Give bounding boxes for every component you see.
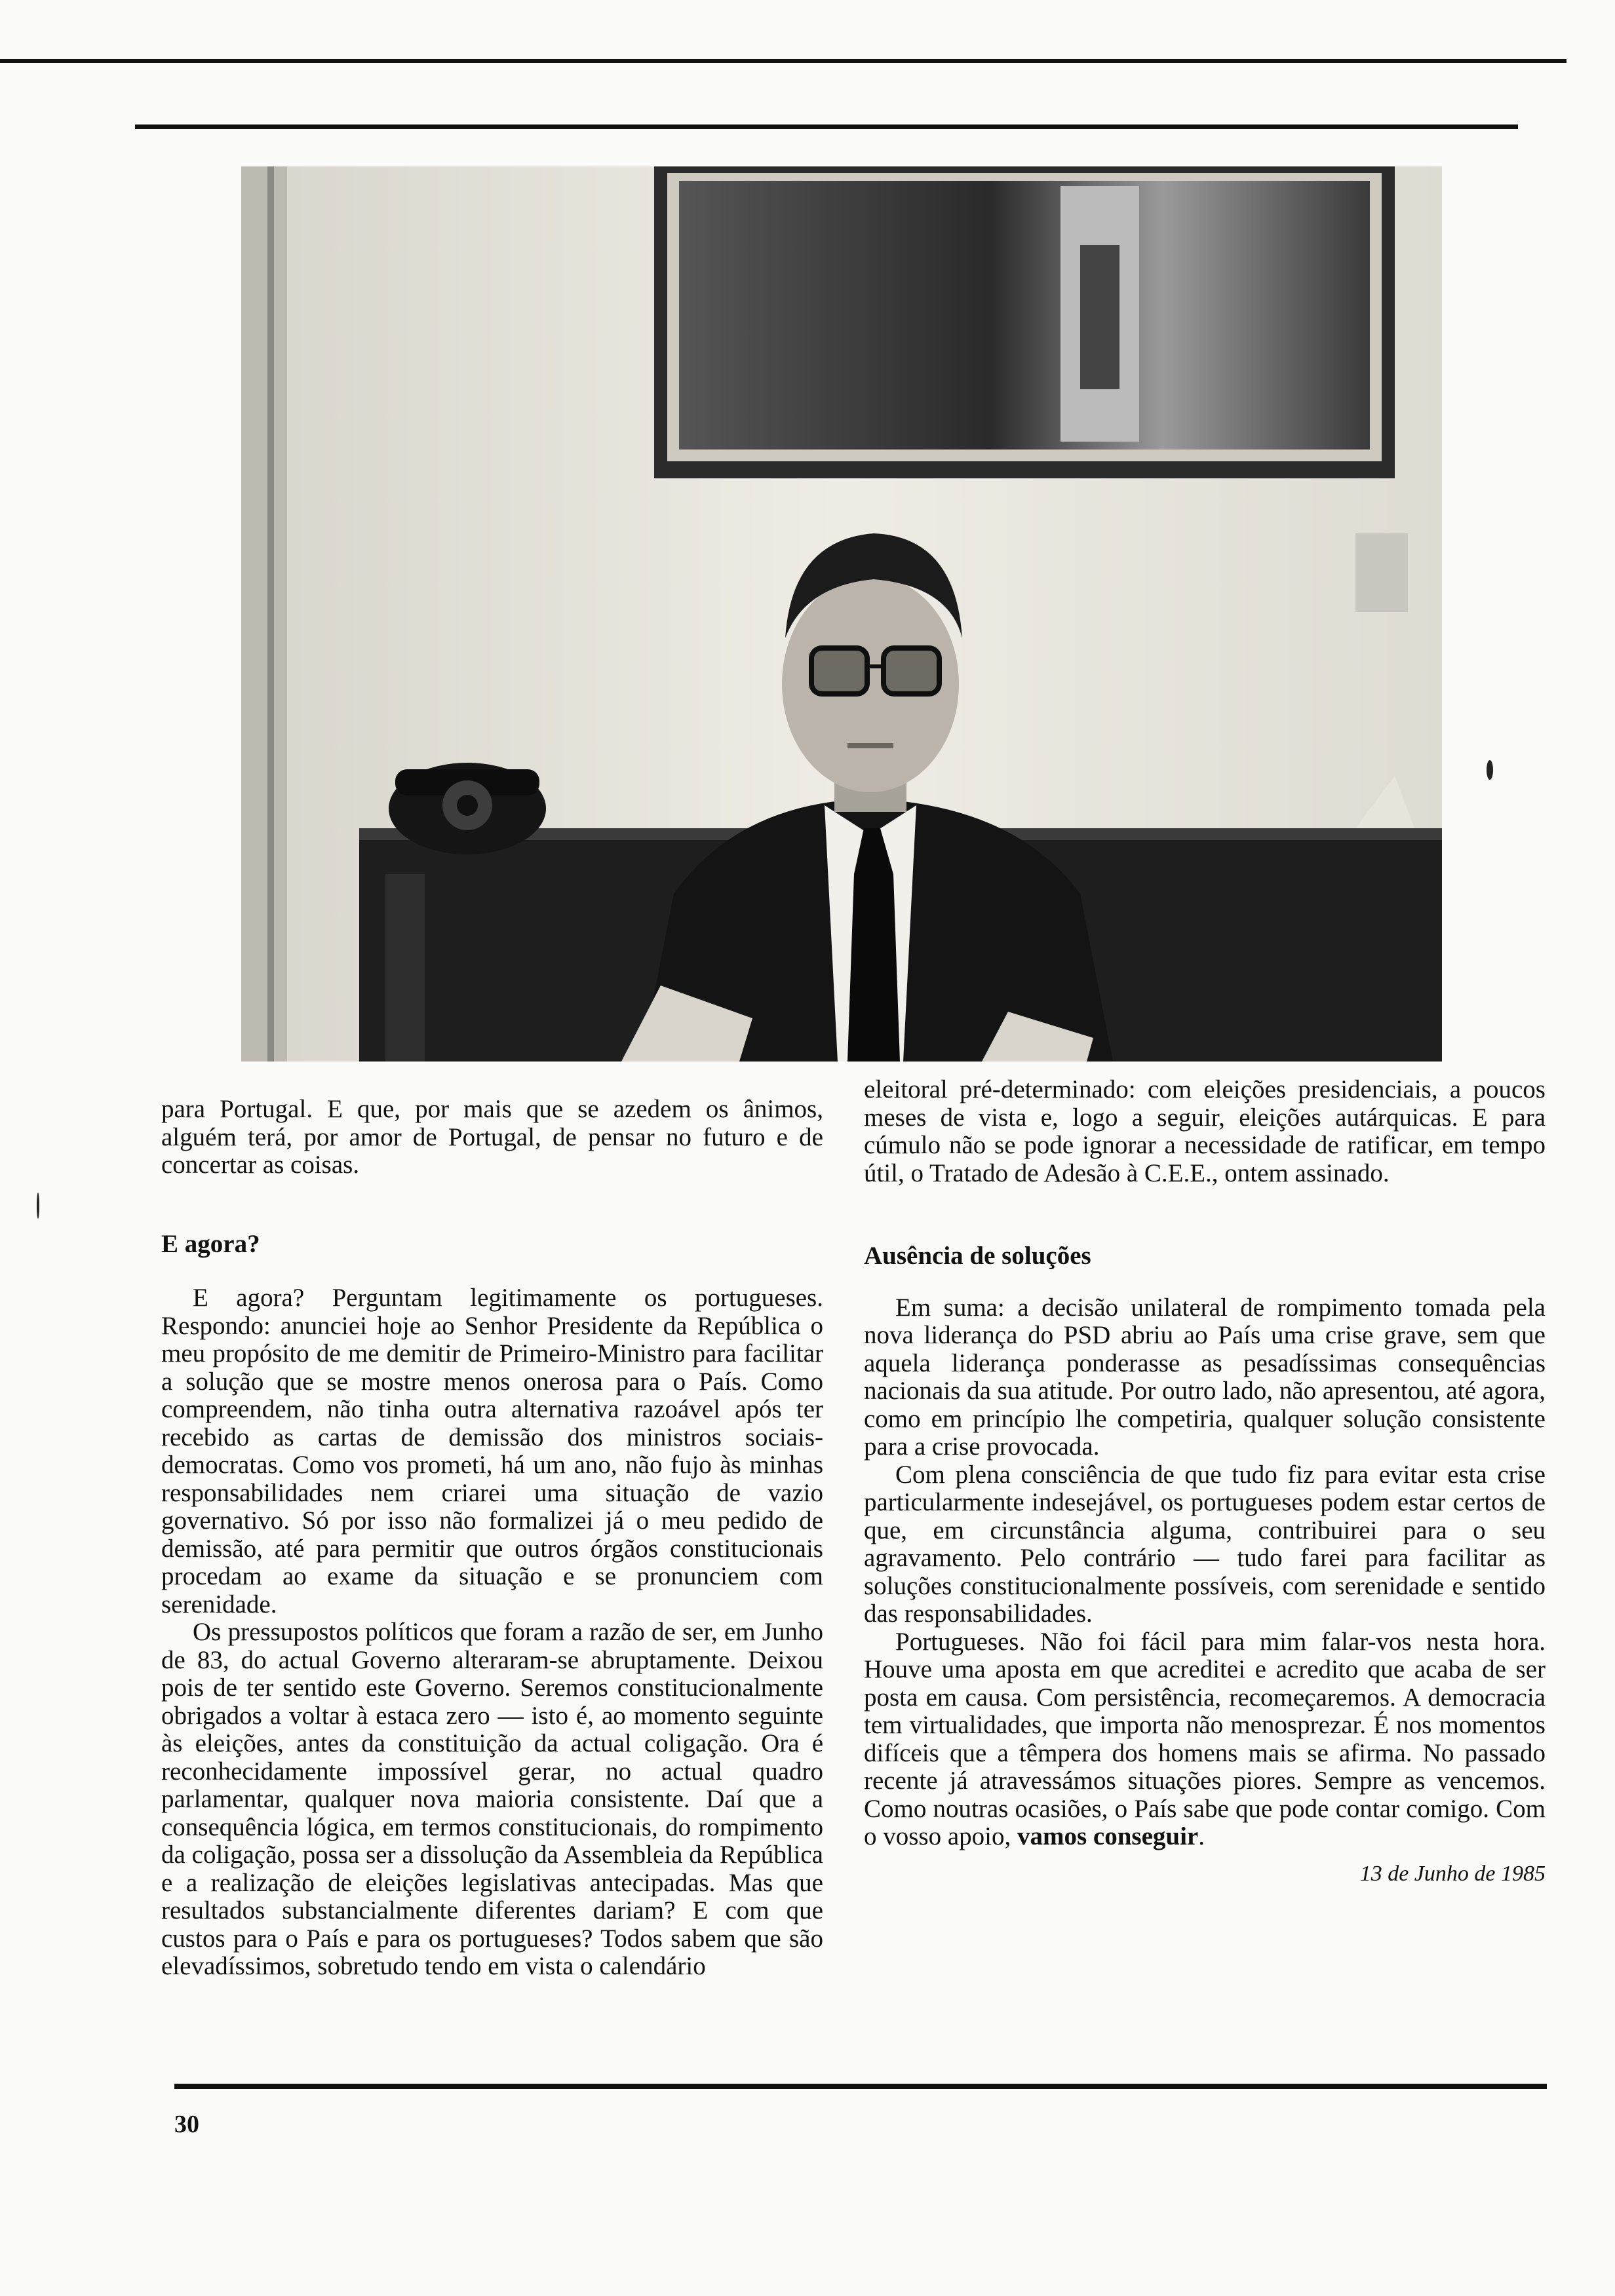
section-heading-e-agora: E agora?	[161, 1229, 260, 1258]
right-paragraph-3-text: Portugueses. Não foi fácil para mim falar-vos nesta hora. Houve uma aposta em que acreditei e acredito que acaba de ser posta em causa. Com persistência, recomeçaremos. A democracia tem virtualidades, que importa não menosprezar. É nos momentos difíceis que a têmpera dos homens mais se afirma. No passado recente já atravessámos situações piores. Sempre as vencemos. Como noutras ocasiões, o País sabe que pode contar comigo. Com o vosso apoio,	[864, 1627, 1546, 1850]
top-scan-edge-rule	[0, 59, 1566, 63]
left-intro-paragraph: para Portugal. E que, por mais que se azedem os ânimos, alguém terá, por amor de Portugal, de pensar no futuro e de concertar as coisas.	[161, 1095, 823, 1179]
right-intro-paragraph: eleitoral pré-determinado: com eleições presidenciais, a poucos meses de vista e, logo a seguir, eleições autárquicas. E para cúmulo não se pode ignorar a necessidade de ratificar, em tempo útil, o Tratado de Adesão à C.E.E., ontem assinado.	[864, 1075, 1546, 1187]
page-number: 30	[174, 2111, 199, 2138]
right-paragraph-1: Em suma: a decisão unilateral de rompimento tomada pela nova liderança do PSD abriu ao País uma crise grave, sem que aquela liderança ponderasse as pesadíssimas consequências nacionais da sua atitude. Por outro lado, não apresentou, até agora, como em princípio lhe competiria, qualquer solução consistente para a crise provocada.	[864, 1293, 1546, 1461]
closing-bold-phrase: vamos conseguir	[1017, 1822, 1199, 1850]
scan-speck	[37, 1193, 39, 1219]
right-column	[864, 1076, 1546, 1888]
footer-rule	[174, 2084, 1547, 2089]
right-paragraph-2: Com plena consciência de que tudo fiz para evitar esta crise particularmente indesejável, os portugueses podem estar certos de que, em circunstância alguma, contribuirei para o seu agravamento. Pelo contrário — tudo farei para facilitar as soluções constitucionalmente possíveis, com serenidade e sentido das responsabilidades.	[864, 1460, 1546, 1628]
scan-speck	[1487, 760, 1493, 780]
left-paragraph-1: E agora? Perguntam legitimamente os portugueses. Respondo: anunciei hoje ao Senhor Presidente da República o meu propósito de me demitir de Primeiro-Ministro para facilitar a solução que se mostre menos onerosa para o País. Como compreendem, não tinha outra alternativa razoável após ter recebido as cartas de demissão dos ministros sociais-democratas. Como vos prometi, há um ano, não fujo às minhas responsabilidades nem criarei uma situação de vazio governativo. Só por isso não formalizei já o meu pedido de demissão, até para permitir que outros órgãos constitucionais procedam ao exame da situação e se pronunciem com serenidade.	[161, 1284, 823, 1618]
photo-man-at-desk-icon	[241, 166, 1442, 1062]
closing-period: .	[1198, 1822, 1205, 1850]
right-paragraph-3	[864, 1628, 1546, 1851]
section-heading-ausencia-de-solucoes: Ausência de soluções	[864, 1242, 1091, 1270]
header-rule	[135, 124, 1518, 129]
left-paragraph-2: Os pressupostos políticos que foram a razão de ser, em Junho de 83, do actual Governo alteraram-se abruptamente. Deixou pois de ter sentido este Governo. Seremos constitucionalmente obrigados a voltar à estaca zero — isto é, ao momento seguinte às eleições, antes da constituição da actual coligação. Ora é reconhecidamente impossível gerar, no actual quadro parlamentar, qualquer nova maioria consistente. Daí que a consequência lógica, em termos constitucionais, do rompimento da coligação, possa ser a dissolução da Assembleia da República e a realização de eleições legislativas antecipadas. Mas que resultados substancialmente diferentes dariam? E com que custos para o País e para os portugueses? Todos sabem que são elevadíssimos, sobretudo tendo em vista o calendário	[161, 1618, 823, 1980]
article-date: 13 de Junho de 1985	[1359, 1861, 1546, 1886]
left-column	[161, 1096, 823, 1981]
